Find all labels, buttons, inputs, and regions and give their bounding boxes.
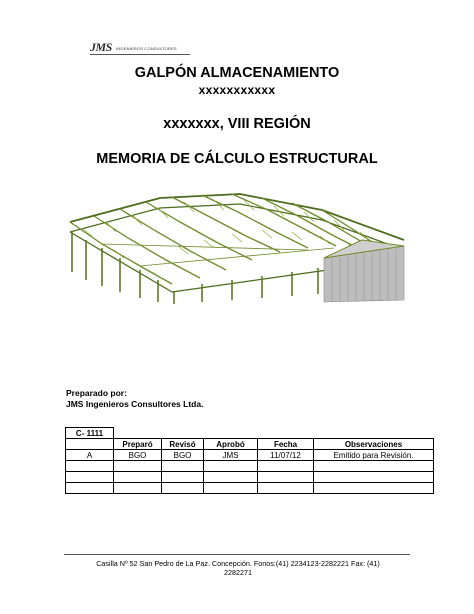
- table-cell: [66, 483, 114, 494]
- revision-cell: A: [66, 450, 114, 461]
- observations-cell: Emitido para Revisión.: [314, 450, 434, 461]
- table-cell: [66, 461, 114, 472]
- footer-line-1: Casilla Nº 52 San Pedro de La Paz. Concepción. Fonos:(41) 2234123-2282221 Fax: (41): [96, 559, 380, 568]
- table-header: Revisó: [162, 439, 204, 450]
- reviewed-cell: BGO: [162, 450, 204, 461]
- table-header: Observaciones: [314, 439, 434, 450]
- document-title: MEMORIA DE CÁLCULO ESTRUCTURAL: [96, 151, 378, 167]
- footer-divider: [64, 554, 410, 555]
- table-row: [66, 461, 434, 472]
- table-cell: [162, 472, 204, 483]
- table-cell: [258, 483, 314, 494]
- table-cell: [258, 461, 314, 472]
- table-header: Aprobó: [204, 439, 258, 450]
- table-cell: [114, 472, 162, 483]
- project-location: xxxxxxx, VIII REGIÓN: [163, 116, 311, 132]
- table-header: [66, 439, 114, 450]
- end-wall-cladding: [324, 240, 404, 302]
- company-logo: [90, 40, 190, 58]
- table-cell: [66, 472, 114, 483]
- table-cell: [204, 461, 258, 472]
- table-row: [66, 472, 434, 483]
- table-row: [66, 450, 434, 461]
- prepared-by-company: JMS Ingenieros Consultores Ltda.: [66, 399, 204, 409]
- footer-contact: [78, 559, 398, 577]
- document-code-row: [66, 428, 434, 439]
- table-cell: [162, 483, 204, 494]
- logo-divider: [90, 54, 190, 55]
- structure-3d-drawing: [62, 188, 412, 306]
- table-cell: [114, 461, 162, 472]
- table-cell: [314, 483, 434, 494]
- document-code: C- 1111: [66, 428, 114, 439]
- table-header: Fecha: [258, 439, 314, 450]
- table-cell: [314, 461, 434, 472]
- date-cell: 11/07/12: [258, 450, 314, 461]
- table-header: Preparó: [114, 439, 162, 450]
- table-cell: [204, 483, 258, 494]
- table-cell: [258, 472, 314, 483]
- columns: [72, 232, 318, 304]
- prepared-by-label: Preparado por:: [66, 388, 127, 398]
- footer-line-2: 2282271: [224, 568, 252, 577]
- project-title: GALPÓN ALMACENAMIENTO: [134, 65, 340, 81]
- table-cell: [114, 483, 162, 494]
- prepared-cell: BGO: [114, 450, 162, 461]
- logo-subtitle: INGENIEROS CONSULTORES: [116, 46, 177, 51]
- table-cell: [162, 461, 204, 472]
- table-cell: [314, 472, 434, 483]
- table-header-row: [66, 439, 434, 450]
- approved-cell: JMS: [204, 450, 258, 461]
- table-row: [66, 483, 434, 494]
- client-name: xxxxxxxxxxx: [198, 83, 276, 97]
- table-cell: [204, 472, 258, 483]
- revision-table: [65, 427, 434, 494]
- logo-mark: JMS: [90, 40, 112, 54]
